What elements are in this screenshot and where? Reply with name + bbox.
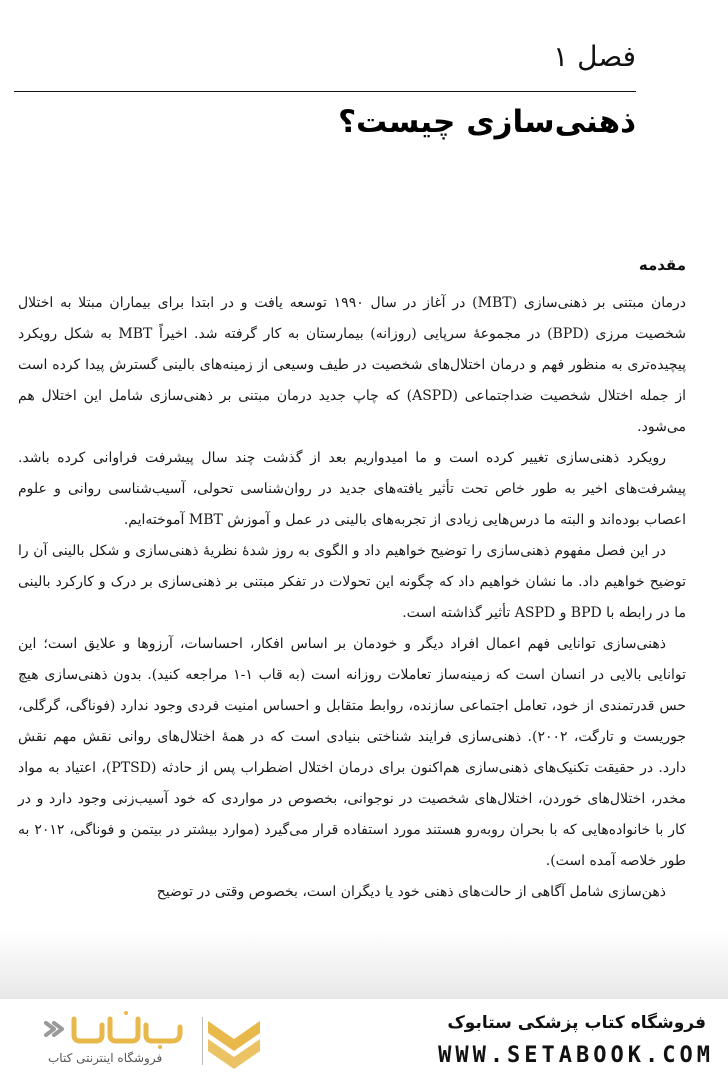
paragraph-3: در این فصل مفهوم ذهنی‌سازی را توضیح خواهیم داد و الگوی به روز شدهٔ نظریهٔ ذهنی‌سازی و شکل بالینی آن را توضیح خواهیم داد. ما نشان خواهیم داد که چگونه این تحولات در تفکر مبتنی بر ذهنی‌سازی بر درک و کارکرد بالینی ما در رابطه با BPD و ASPD تأثیر گذاشته است. bbox=[18, 543, 686, 621]
chapter-rule bbox=[14, 91, 636, 92]
body-text bbox=[18, 288, 686, 908]
paragraph-1: درمان مبتنی بر ذهنی‌سازی (MBT) در آغاز در سال ۱۹۹۰ توسعه یافت و در ابتدا برای بیماران مبتلا به اختلال شخصیت مرزی (BPD) در مجموعهٔ سرپایی (روزانه) بیمارستان به کار گرفته شد. اخیراً MBT به شکل رویکرد پیچیده‌تری به منظور فهم و درمان اختلال‌های شخصیت در طیف وسیعی از زمینه‌های بالینی گسترش پیدا کرده است از جمله اختلال شخصیت ضداجتماعی (ASPD) که چاپ جدید درمان مبتنی بر ذهنی‌سازی شامل این اختلال هم می‌شود. bbox=[18, 295, 687, 435]
page-fade-overlay bbox=[0, 930, 728, 1000]
logo-subtitle: فروشگاه اینترنتی کتاب bbox=[48, 1051, 163, 1065]
store-url-link[interactable]: WWW.SETABOOK.COM bbox=[438, 1043, 714, 1068]
setabook-logo-wordmark bbox=[40, 1009, 192, 1049]
paragraph-4: ذهنی‌سازی توانایی فهم اعمال افراد دیگر و خودمان بر اساس افکار، احساسات، آرزوها و علایق است؛ این توانایی بالایی در انسان است که زمینه‌ساز تعاملات روزانه است (به قاب ۱-۱ مراجعه کنید). بدون ذهنی‌سازی هیچ حس قدرتمندی از خود، تعامل اجتماعی سازنده، روابط متقابل و احساس امنیت فردی وجود ندارد (فوناگی، گرگلی، جوریست و تارگت، ۲۰۰۲). ذهنی‌سازی فرایند شناختی بنیادی است که در همهٔ اختلال‌های روانی نقش مهم نقش دارد. در حقیقت تکنیک‌های ذهنی‌سازی هم‌اکنون برای درمان اختلال اضطراب پس از حادثه (PTSD)، اعتیاد به مواد مخدر، اختلال‌های خوردن، اختلال‌های شخصیت در نوجوانی، بخصوص در مواردی که خود آسیب‌زنی وجود دارد و در کار با خانواده‌هایی که با بحران روبه‌رو هستند مورد استفاده قرار می‌گیرد (موارد بیشتر در بیتمن و فوناگی، ۲۰۱۲ به طور خلاصه آمده است). bbox=[18, 636, 686, 869]
logo-divider bbox=[202, 1017, 203, 1065]
chapter-label: فصل ۱ bbox=[553, 40, 636, 73]
store-name: فروشگاه کتاب پزشکی ستابوک bbox=[447, 1013, 706, 1033]
paragraph-5: ذهن‌سازی شامل آگاهی از حالت‌های ذهنی خود یا دیگران است، بخصوص وقتی در توضیح bbox=[156, 884, 666, 900]
store-banner[interactable] bbox=[0, 998, 728, 1081]
paragraph-2: رویکرد ذهنی‌سازی تغییر کرده است و ما امیدواریم بعد از گذشت چند سال پیشرفت فراوانی کرده باشد. پیشرفت‌های اخیر به طور خاص تحت تأثیر یافته‌های جدید در روان‌شناسی تحولی، آسیب‌شناسی روانی و علوم اعصاب بوده‌اند و البته ما درس‌هایی زیادی از تجربه‌های بالینی در عمل و آموزش MBT آموخته‌ایم. bbox=[18, 450, 686, 528]
chevron-logo-icon bbox=[204, 1013, 264, 1069]
chapter-title: ذهنی‌سازی چیست؟ bbox=[338, 104, 636, 140]
section-heading: مقدمه bbox=[638, 256, 686, 274]
